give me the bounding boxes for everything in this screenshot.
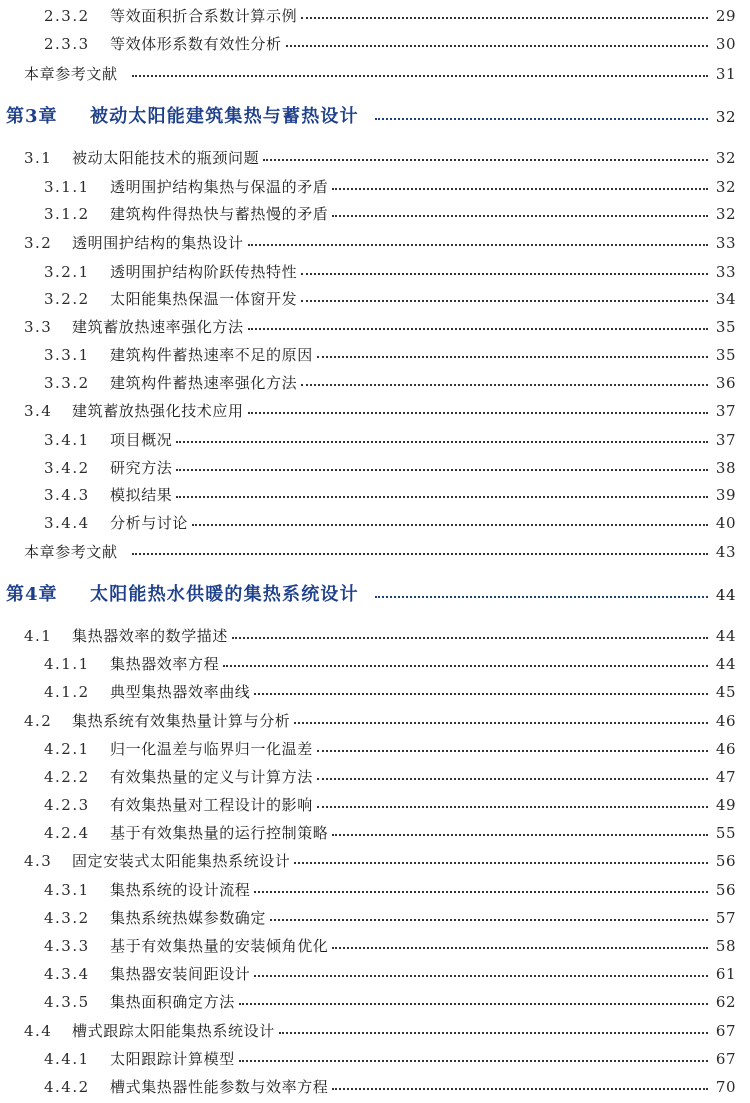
page-number: 35 — [715, 318, 736, 336]
leader-dots — [248, 328, 708, 330]
entry-title: 被动太阳能建筑集热与蓄热设计 — [90, 106, 359, 127]
leader-dots — [248, 244, 708, 246]
toc-subsection-entry — [44, 428, 736, 452]
entry-number: 3.1.2 — [44, 205, 90, 223]
entry-title: 被动太阳能技术的瓶颈问题 — [72, 149, 260, 167]
entry-title: 等效面积折合系数计算示例 — [110, 7, 298, 25]
page-number: 47 — [715, 768, 736, 786]
toc-references-entry — [24, 62, 736, 86]
entry-title: 基于有效集热量的运行控制策略 — [110, 824, 329, 842]
leader-dots — [317, 750, 708, 752]
page-number: 67 — [715, 1050, 736, 1068]
entry-number: 4.3.4 — [44, 965, 90, 983]
toc-subsection-entry — [44, 260, 736, 284]
page-number: 70 — [715, 1078, 736, 1096]
toc-subsection-entry — [44, 456, 736, 480]
toc-subsection-entry — [44, 990, 736, 1014]
leader-dots — [263, 159, 708, 161]
entry-title: 集热器效率的数学描述 — [72, 627, 229, 645]
leader-dots — [301, 273, 708, 275]
page-number: 32 — [715, 178, 736, 196]
leader-dots — [239, 1003, 708, 1005]
leader-dots — [332, 1088, 708, 1090]
entry-number: 4.1.1 — [44, 655, 90, 673]
leader-dots — [232, 637, 708, 639]
page-number: 45 — [715, 683, 736, 701]
leader-dots — [270, 919, 708, 921]
toc-section-entry — [24, 315, 736, 339]
entry-title: 槽式跟踪太阳能集热系统设计 — [72, 1022, 275, 1040]
page-number: 29 — [715, 7, 736, 25]
leader-dots — [332, 215, 708, 217]
entry-number: 4.3 — [24, 852, 53, 870]
page-number: 36 — [715, 374, 736, 392]
entry-title: 有效集热量对工程设计的影响 — [110, 796, 313, 814]
entry-title: 项目概况 — [110, 431, 173, 449]
entry-title: 典型集热器效率曲线 — [110, 683, 251, 701]
entry-number: 3.4.3 — [44, 486, 90, 504]
entry-title: 集热器安装间距设计 — [110, 965, 251, 983]
page-number: 32 — [715, 205, 736, 223]
toc-subsection-entry — [44, 878, 736, 902]
entry-number: 2.3.3 — [44, 35, 90, 53]
entry-number: 4.2 — [24, 712, 53, 730]
leader-dots — [317, 356, 708, 358]
leader-dots — [176, 496, 708, 498]
toc-section-entry — [24, 709, 736, 733]
leader-dots — [332, 947, 708, 949]
entry-number: 3.3 — [24, 318, 53, 336]
entry-number: 3.4.4 — [44, 514, 90, 532]
entry-title: 太阳跟踪计算模型 — [110, 1050, 235, 1068]
page-number: 30 — [715, 35, 736, 53]
page-number: 32 — [715, 108, 736, 126]
entry-number: 4.2.2 — [44, 768, 90, 786]
leader-dots — [176, 469, 708, 471]
toc-subsection-entry — [44, 175, 736, 199]
entry-number: 第4章 — [6, 584, 58, 605]
entry-title: 模拟结果 — [110, 486, 173, 504]
page-number: 37 — [715, 402, 736, 420]
toc-section-entry — [24, 146, 736, 170]
toc-subsection-entry — [44, 343, 736, 367]
leader-dots — [375, 118, 708, 120]
entry-number: 3.4.1 — [44, 431, 90, 449]
entry-number: 3.4 — [24, 402, 53, 420]
toc-section-entry — [24, 231, 736, 255]
page-number: 44 — [715, 586, 736, 604]
entry-title: 槽式集热器性能参数与效率方程 — [110, 1078, 329, 1096]
entry-number: 4.2.4 — [44, 824, 90, 842]
toc-subsection-entry — [44, 793, 736, 817]
toc-subsection-entry — [44, 202, 736, 226]
leader-dots — [239, 1060, 708, 1062]
entry-title: 透明围护结构阶跃传热特性 — [110, 263, 298, 281]
toc-subsection-entry — [44, 371, 736, 395]
toc-subsection-entry — [44, 765, 736, 789]
page-number: 46 — [715, 740, 736, 758]
toc-subsection-entry — [44, 652, 736, 676]
entry-title: 本章参考文献 — [24, 65, 118, 83]
toc-subsection-entry — [44, 4, 736, 28]
entry-title: 有效集热量的定义与计算方法 — [110, 768, 313, 786]
entry-number: 4.4.2 — [44, 1078, 90, 1096]
leader-dots — [248, 412, 708, 414]
entry-number: 4.3.2 — [44, 909, 90, 927]
leader-dots — [317, 806, 708, 808]
page-number: 56 — [715, 852, 736, 870]
page-number: 67 — [715, 1022, 736, 1040]
toc-subsection-entry — [44, 1047, 736, 1071]
entry-title: 太阳能热水供暖的集热系统设计 — [90, 584, 359, 605]
entry-number: 3.4.2 — [44, 459, 90, 477]
toc-subsection-entry — [44, 483, 736, 507]
entry-title: 分析与讨论 — [110, 514, 189, 532]
entry-title: 建筑构件蓄热速率不足的原因 — [110, 346, 313, 364]
page-number: 33 — [715, 234, 736, 252]
entry-title: 建筑蓄放热强化技术应用 — [72, 402, 244, 420]
toc-subsection-entry — [44, 821, 736, 845]
toc-subsection-entry — [44, 934, 736, 958]
page-number: 49 — [715, 796, 736, 814]
entry-number: 3.3.1 — [44, 346, 90, 364]
page-number: 61 — [715, 965, 736, 983]
page-number: 35 — [715, 346, 736, 364]
leader-dots — [301, 17, 708, 19]
leader-dots — [294, 862, 708, 864]
page-number: 32 — [715, 149, 736, 167]
entry-title: 等效体形系数有效性分析 — [110, 35, 282, 53]
entry-number: 第3章 — [6, 106, 58, 127]
entry-title: 固定安装式太阳能集热系统设计 — [72, 852, 291, 870]
page-number: 44 — [715, 627, 736, 645]
entry-number: 4.1 — [24, 627, 53, 645]
entry-number: 3.1.1 — [44, 178, 90, 196]
leader-dots — [332, 834, 708, 836]
page-number: 62 — [715, 993, 736, 1011]
entry-number: 3.3.2 — [44, 374, 90, 392]
leader-dots — [286, 45, 708, 47]
entry-title: 透明围护结构集热与保温的矛盾 — [110, 178, 329, 196]
leader-dots — [279, 1032, 708, 1034]
leader-dots — [223, 665, 708, 667]
leader-dots — [132, 75, 708, 77]
entry-number: 4.3.3 — [44, 937, 90, 955]
leader-dots — [294, 722, 708, 724]
entry-number: 3.1 — [24, 149, 53, 167]
toc-subsection-entry — [44, 680, 736, 704]
entry-title: 集热系统的设计流程 — [110, 881, 251, 899]
page-number: 43 — [715, 543, 736, 561]
page-number: 46 — [715, 712, 736, 730]
page-number: 55 — [715, 824, 736, 842]
entry-title: 建筑蓄放热速率强化方法 — [72, 318, 244, 336]
entry-number: 4.2.1 — [44, 740, 90, 758]
entry-number: 2.3.2 — [44, 7, 90, 25]
leader-dots — [254, 693, 708, 695]
page-number: 56 — [715, 881, 736, 899]
leader-dots — [332, 188, 708, 190]
entry-title: 集热面积确定方法 — [110, 993, 235, 1011]
toc-section-entry — [24, 849, 736, 873]
page-number: 31 — [715, 65, 736, 83]
leader-dots — [254, 891, 708, 893]
toc-chapter-entry — [6, 580, 736, 610]
toc-subsection-entry — [44, 287, 736, 311]
leader-dots — [301, 300, 708, 302]
entry-number: 4.3.5 — [44, 993, 90, 1011]
page-number: 37 — [715, 431, 736, 449]
entry-number: 4.1.2 — [44, 683, 90, 701]
entry-number: 4.3.1 — [44, 881, 90, 899]
leader-dots — [375, 596, 708, 598]
toc-section-entry — [24, 399, 736, 423]
page-number: 33 — [715, 263, 736, 281]
entry-title: 本章参考文献 — [24, 543, 118, 561]
leader-dots — [192, 524, 708, 526]
toc-subsection-entry — [44, 962, 736, 986]
leader-dots — [317, 778, 708, 780]
page-number: 34 — [715, 290, 736, 308]
page-number: 39 — [715, 486, 736, 504]
entry-title: 研究方法 — [110, 459, 173, 477]
page-number: 44 — [715, 655, 736, 673]
entry-title: 集热系统有效集热量计算与分析 — [72, 712, 291, 730]
toc-subsection-entry — [44, 906, 736, 930]
entry-title: 透明围护结构的集热设计 — [72, 234, 244, 252]
entry-title: 太阳能集热保温一体窗开发 — [110, 290, 298, 308]
entry-title: 归一化温差与临界归一化温差 — [110, 740, 313, 758]
leader-dots — [176, 441, 708, 443]
entry-number: 4.4.1 — [44, 1050, 90, 1068]
toc-subsection-entry — [44, 511, 736, 535]
page-number: 57 — [715, 909, 736, 927]
entry-title: 基于有效集热量的安装倾角优化 — [110, 937, 329, 955]
toc-section-entry — [24, 1019, 736, 1043]
page-number: 58 — [715, 937, 736, 955]
entry-number: 3.2.2 — [44, 290, 90, 308]
entry-title: 集热系统热媒参数确定 — [110, 909, 267, 927]
page-number: 38 — [715, 459, 736, 477]
leader-dots — [301, 384, 708, 386]
toc-subsection-entry — [44, 32, 736, 56]
entry-number: 4.4 — [24, 1022, 53, 1040]
entry-number: 3.2.1 — [44, 263, 90, 281]
entry-title: 建筑构件蓄热速率强化方法 — [110, 374, 298, 392]
page-number: 40 — [715, 514, 736, 532]
toc-subsection-entry — [44, 1075, 736, 1099]
entry-title: 建筑构件得热快与蓄热慢的矛盾 — [110, 205, 329, 223]
toc-chapter-entry — [6, 102, 736, 132]
entry-number: 4.2.3 — [44, 796, 90, 814]
toc-section-entry — [24, 624, 736, 648]
leader-dots — [132, 553, 708, 555]
leader-dots — [254, 975, 708, 977]
toc-references-entry — [24, 540, 736, 564]
entry-title: 集热器效率方程 — [110, 655, 220, 673]
entry-number: 3.2 — [24, 234, 53, 252]
toc-subsection-entry — [44, 737, 736, 761]
